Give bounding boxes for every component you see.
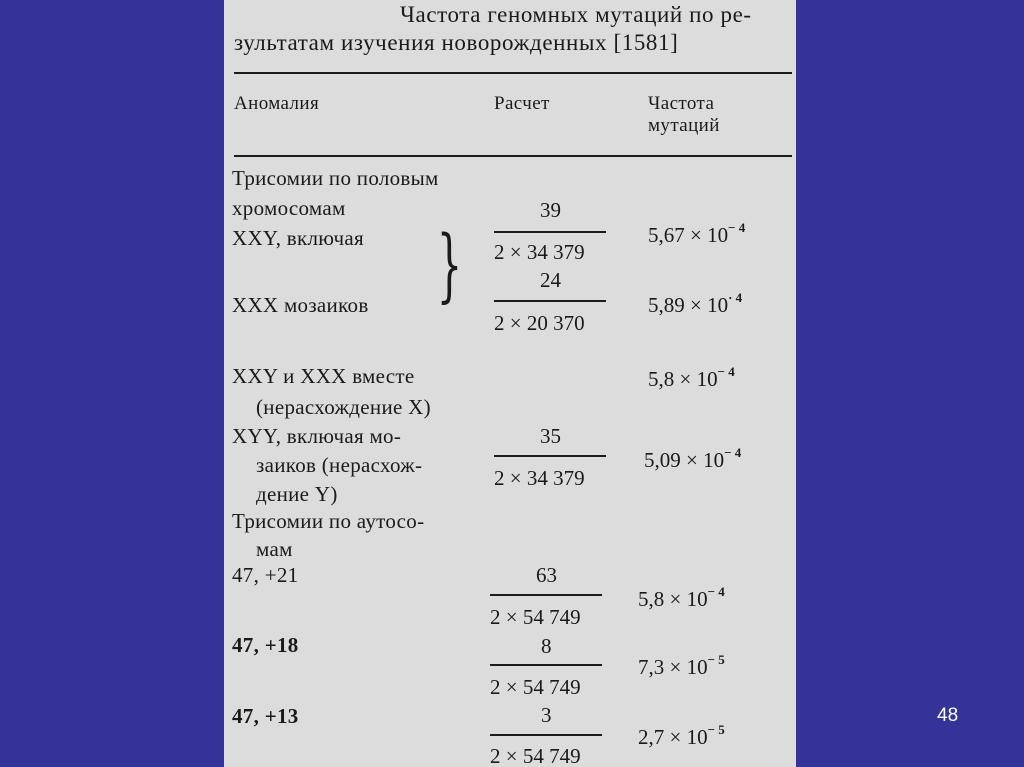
mutation-frequency: $7,3 \times 10^{- 5}$ [638,652,725,679]
row-label: XXY, включая [232,226,364,250]
top-rule [234,72,792,74]
fraction-denominator: 2 × 54 749 [490,675,581,699]
fraction-numerator: 24 [540,268,561,292]
row-label: XYY, включая мо- [232,424,402,448]
fraction-line [490,734,602,736]
curly-brace-icon: } [436,218,463,311]
mutation-frequency: $5,8 \times 10^{- 4}$ [638,584,725,611]
mutation-frequency: $5,8 \times 10^{- 4}$ [648,364,735,391]
row-label: 47, +18 [232,633,299,657]
fraction-line [494,455,606,457]
row-label: мам [256,537,293,561]
fraction-line [490,664,602,666]
fraction-line [490,594,602,596]
row-label: (нерасхождение X) [256,395,431,419]
row-label: XXY и XXX вместе [232,364,415,388]
mutation-frequency: $5,09 \times 10^{- 4}$ [644,445,742,472]
mutation-frequency: $5,67 \times 10^{- 4}$ [648,220,746,247]
fraction-numerator: 63 [536,563,557,587]
mutation-frequency: $5,89 \times 10^{\cdot 4}$ [648,290,743,317]
fraction-numerator: 39 [540,198,561,222]
fraction-numerator: 8 [541,634,552,658]
fraction-numerator: 3 [541,703,552,727]
row-label: Трисомии по половым [232,166,439,190]
row-label: 47, +13 [232,704,299,728]
header-calc: Расчет [494,93,550,114]
header-freq-line2: мутаций [648,115,720,136]
row-label: дение Y) [256,482,338,506]
row-label: Трисомии по аутосо- [232,509,425,533]
row-label: заиков (нерасхож- [256,453,423,477]
header-rule [234,155,792,157]
row-label: хромосомам [232,196,346,220]
fraction-denominator: 2 × 54 749 [490,605,581,629]
scanned-table-page [224,0,796,767]
fraction-denominator: 2 × 34 379 [494,240,585,264]
fraction-numerator: 35 [540,424,561,448]
row-label: XXX мозаиков [232,293,369,317]
fraction-line [494,300,606,302]
fraction-denominator: 2 × 54 749 [490,744,581,767]
header-anomaly: Аномалия [234,93,320,114]
fraction-line [494,231,606,233]
fraction-denominator: 2 × 34 379 [494,466,585,490]
slide-page-number: 48 [937,705,959,726]
row-label: 47, +21 [232,563,299,587]
fraction-denominator: 2 × 20 370 [494,311,585,335]
table-title-line1: Частота геномных мутаций по ре- [400,2,752,27]
mutation-frequency: $2,7 \times 10^{- 5}$ [638,722,725,749]
table-title-line2: зультатам изучения новорожденных [1581] [234,30,679,55]
header-freq-line1: Частота [648,93,715,114]
